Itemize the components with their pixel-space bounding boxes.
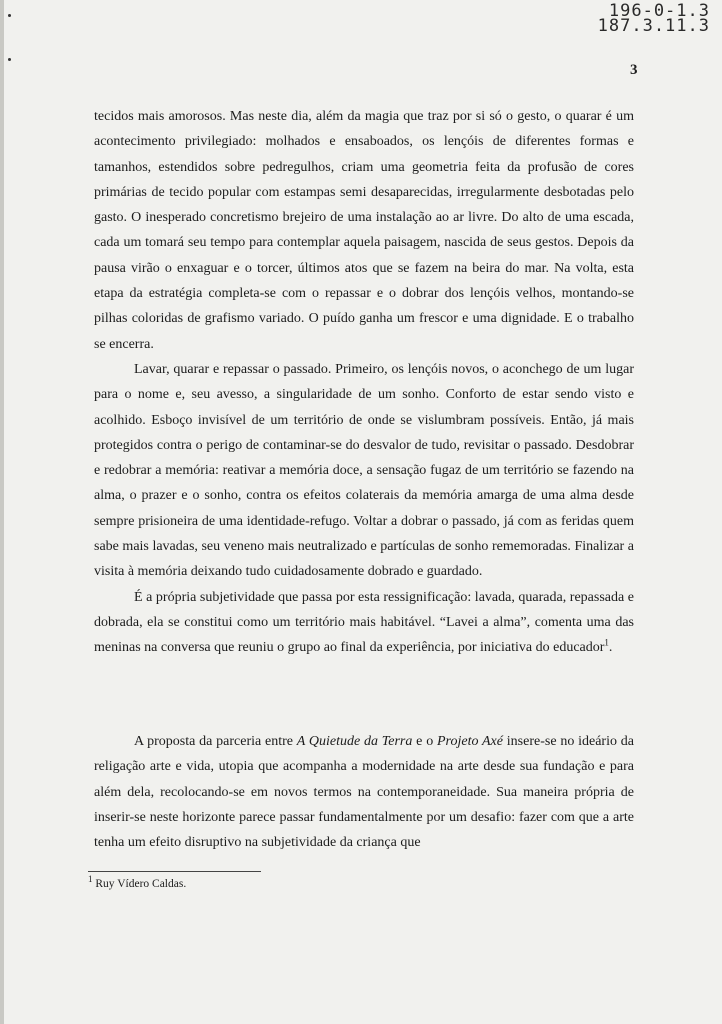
paragraph-2: Lavar, quarar e repassar o passado. Primeiro, os lençóis novos, o aconchego de um lugar para o nome e, seu avesso, a singularidade de um sonho. Conforto de estar sendo visto e acolhido. Esboço invisível de um território de onde se vislumbram possíveis. Então, já mais protegidos contra o perigo de contaminar-se do desvalor de tudo, revisitar o passado. Desdobrar e redobrar a memória: reativar a memória doce, a sensação fugaz de um território se fazendo na alma, o prazer e o sonho, contra os efeitos colaterais da memória amarga de uma alma desde sempre prisioneira de uma identidade-refugo. Voltar a dobrar o passado, já com as feridas quem sabe mais lavadas, seu veneno mais neutralizado e partículas de sonho rememoradas. Finalizar a visita à memória deixando tudo cuidadosamente dobrado e guardado.	[94, 361, 634, 580]
main-text-continued	[94, 729, 634, 855]
paragraph-1: tecidos mais amorosos. Mas neste dia, além da magia que traz por si só o gesto, o quarar é um acontecimento privilegiado: molhados e ensaboados, os lençóis de diferentes formas e tamanhos, estendidos sobre pedregulhos, criam uma geometria feita da profusão de cores primárias de tecido popular com estampas semi desaparecidas, irregularmente desbotadas pelo gasto. O inesperado concretismo brejeiro de uma instalação ao ar livre. Do alto de uma escada, cada um tomará seu tempo para contemplar aquela paisagem, nascida de seus gestos. Depois da pausa virão o enxaguar e o torcer, últimos atos que se fazem na beira do mar. Na volta, esta etapa da estratégia completa-se com o repassar e o dobrar dos lençóis velhos, montando-se pilhas coloridas de grafismo variado. O puído ganha um frescor e uma dignidade. E o trabalho se encerra.	[94, 109, 634, 352]
footnote-separator	[88, 871, 261, 872]
paragraph-3	[94, 585, 634, 661]
paragraph-4-part-1: A proposta da parceria entre	[134, 734, 297, 749]
italic-title-projeto-axe: Projeto Axé	[436, 734, 503, 749]
paragraph-3-text: É a própria subjetividade que passa por esta ressignificação: lavada, quarada, repassada e dobrada, ela se constitui como um território mais habitável. “Lavei a alma”, comenta uma das meninas na conversa que reuniu o grupo ao final da experiência, por iniciativa do educador	[94, 589, 634, 656]
footnote-number: 1	[88, 874, 93, 885]
paragraph-4-part-3: insere-se no ideário da religação arte e vida, utopia que acompanha a modernidade na arte desde sua fundação e para além dela, recolocando-se em novos termos na contemporaneidade. Sua maneira própria de inserir-se neste horizonte parece passar fundamentalmente por um desafio: fazer com que a arte tenha um efeito disruptivo na subjetividade da criança que	[94, 734, 634, 851]
footnote	[88, 874, 187, 890]
italic-title-quietude: A Quietude da Terra	[296, 734, 413, 749]
handwritten-archive-codes	[597, 1, 710, 36]
paragraph-4	[94, 729, 634, 855]
archive-code-1: 196-0-1.3	[608, 1, 710, 21]
scan-speck	[8, 14, 11, 17]
paragraph-4-part-2: e o	[412, 734, 437, 749]
page-left-edge	[0, 0, 4, 1024]
paragraph-3-end: .	[608, 640, 613, 656]
archive-code-2: 187.3.11.3	[597, 16, 710, 36]
main-text	[94, 104, 634, 661]
page-number: 3	[630, 62, 638, 78]
footnote-reference: 1	[604, 637, 609, 648]
scan-speck	[8, 58, 11, 61]
footnote-text: Ruy Vídero Caldas.	[92, 878, 187, 890]
